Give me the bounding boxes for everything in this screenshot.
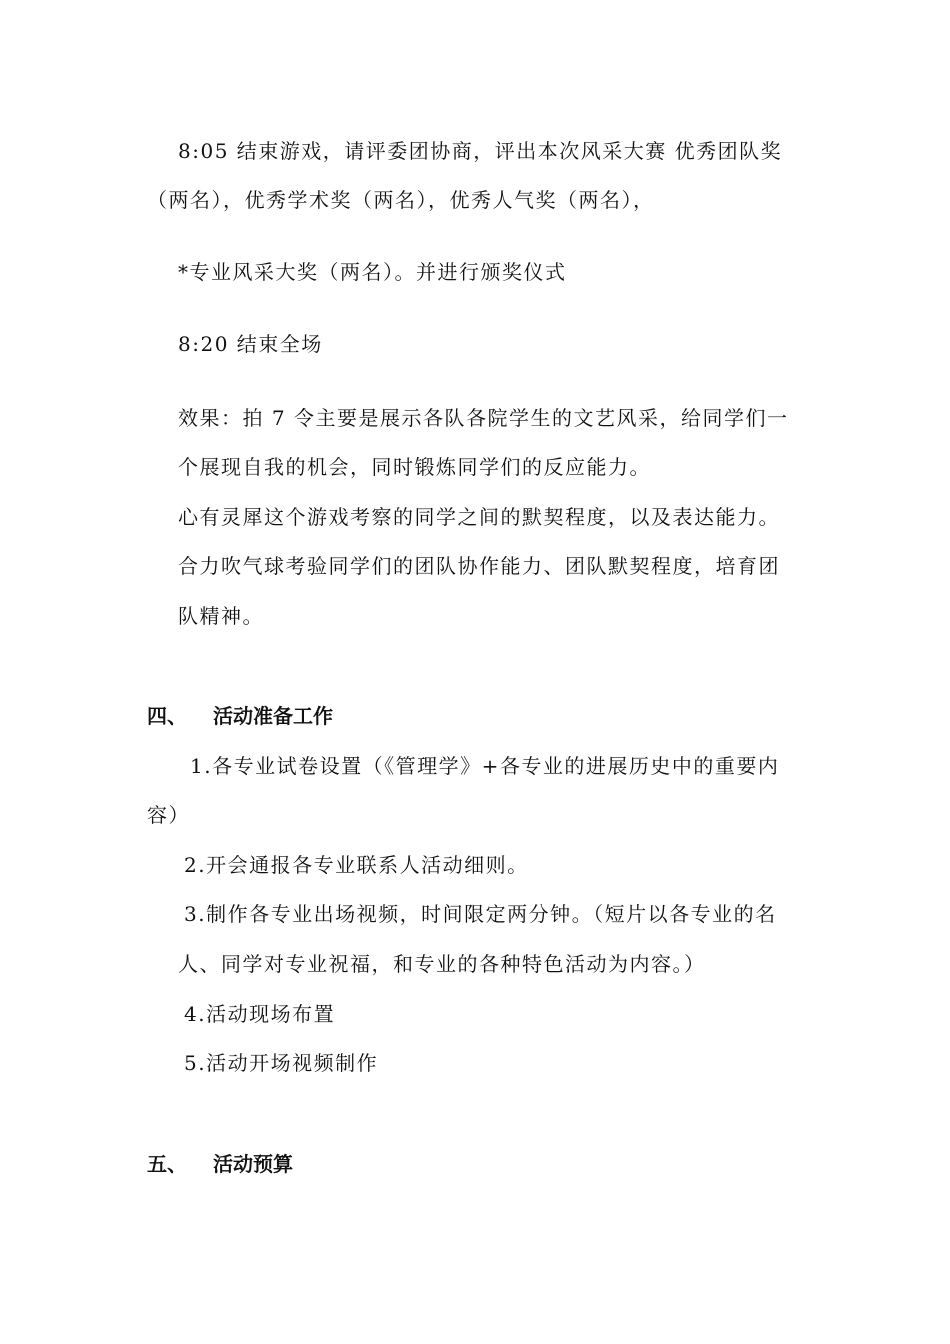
effect-line-2: 个展现自我的机会，同时锻炼同学们的反应能力。 [178,455,651,479]
section-4-heading [147,702,333,730]
effect-line-4: 合力吹气球考验同学们的团队协作能力、团队默契程度，培育团 [178,554,780,578]
prep-item-1-line-1: 1.各专业试卷设置（《管理学》+各专业的进展历史中的重要内 [190,754,780,778]
section-4-title: 活动准备工作 [213,704,333,728]
schedule-line-1: 8:05 结束游戏，请评委团协商，评出本次风采大赛 优秀团队奖 [178,139,783,163]
section-5-title: 活动预算 [213,1152,293,1176]
prep-item-1-line-2: 容） [147,803,190,827]
section-5-heading [147,1150,293,1178]
prep-item-5: 5.活动开场视频制作 [184,1051,379,1075]
prep-item-4: 4.活动现场布置 [184,1002,336,1026]
schedule-line-4: 8:20 结束全场 [178,332,323,356]
schedule-line-2: （两名），优秀学术奖（两名），优秀人气奖（两名）， [147,188,655,212]
prep-item-2: 2.开会通报各专业联系人活动细则。 [184,853,529,877]
effect-line-5: 队精神。 [178,604,264,628]
section-5-number: 五、 [147,1152,187,1176]
prep-item-3-line-2: 人、同学对专业祝福，和专业的各种特色活动为内容。） [178,952,706,976]
section-4-number: 四、 [147,704,187,728]
schedule-line-3: *专业风采大奖（两名）。并进行颁奖仪式 [178,260,567,284]
prep-item-3-line-1: 3.制作各专业出场视频，时间限定两分钟。（短片以各专业的名 [184,902,777,926]
effect-line-1: 效果：拍 7 令主要是展示各队各院学生的文艺风采，给同学们一 [178,406,789,430]
effect-line-3: 心有灵犀这个游戏考察的同学之间的默契程度，以及表达能力。 [178,505,780,529]
